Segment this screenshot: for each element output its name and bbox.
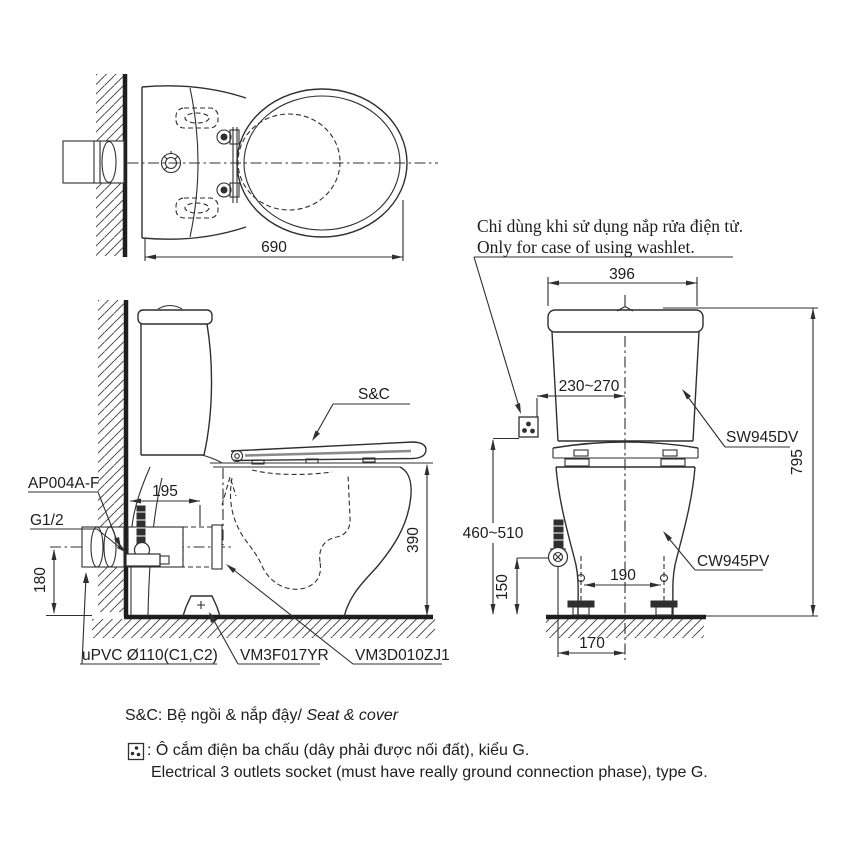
- svg-text:396: 396: [609, 266, 635, 283]
- dim-690: [145, 200, 403, 261]
- tank-side: [138, 306, 222, 464]
- dim-150: [494, 558, 548, 615]
- label-bowl: [663, 531, 770, 570]
- svg-text:195: 195: [152, 483, 178, 500]
- floor-flange: [183, 596, 220, 616]
- socket-icon: [519, 417, 538, 437]
- dim-230-270: [537, 378, 625, 399]
- svg-text:VM3F017YR: VM3F017YR: [240, 647, 329, 664]
- svg-text:230~270: 230~270: [558, 378, 620, 395]
- svg-text:uPVC Ø110(C1,C2): uPVC Ø110(C1,C2): [82, 647, 218, 664]
- seat-cover-side: [231, 442, 426, 464]
- dim-390: [405, 464, 430, 616]
- svg-text:AP004A-F: AP004A-F: [28, 475, 100, 492]
- note-vi: Chỉ dùng khi sử dụng nắp rửa điện tử.: [477, 216, 744, 236]
- svg-text:460~510: 460~510: [462, 525, 524, 542]
- legend-seat-cover-text: S&C: Bệ ngồi & nắp đậy/: [125, 707, 307, 724]
- dim-text-690: 690: [261, 239, 287, 256]
- label-tank: [682, 389, 799, 447]
- legend-socket-en: Electrical 3 outlets socket (must have really ground connection phase), type G.: [151, 764, 708, 781]
- inlet-pipe: [63, 141, 124, 183]
- svg-text:SW945DV: SW945DV: [726, 429, 799, 446]
- legend-seat-cover-italic: Seat & cover: [306, 707, 399, 724]
- legend-seat-cover: [125, 707, 398, 725]
- front-view: [463, 266, 818, 660]
- top-view: [63, 74, 438, 261]
- svg-text:390: 390: [405, 527, 422, 553]
- flush-button: [162, 151, 181, 173]
- svg-text:150: 150: [494, 574, 511, 600]
- svg-text:795: 795: [789, 449, 806, 475]
- stop-valve-front: [549, 520, 568, 615]
- label-seat-cover: [312, 386, 410, 441]
- dim-190: [584, 567, 661, 588]
- socket-legend-icon: [127, 742, 147, 762]
- dim-396: [548, 266, 697, 306]
- svg-text:180: 180: [32, 567, 49, 593]
- svg-text:G1/2: G1/2: [30, 512, 64, 529]
- note-en: Only for case of using washlet.: [477, 237, 695, 257]
- legend-socket-vi: : Ô cắm điện ba chấu (dây phải được nối đất), kiểu G.: [147, 742, 530, 759]
- side-view: [28, 300, 450, 664]
- svg-text:170: 170: [579, 635, 605, 652]
- svg-text:CW945PV: CW945PV: [697, 553, 770, 570]
- svg-text:VM3D010ZJ1: VM3D010ZJ1: [355, 647, 450, 664]
- svg-text:190: 190: [610, 567, 636, 584]
- floor-hatch: [92, 619, 435, 638]
- svg-text:S&C: S&C: [358, 386, 390, 403]
